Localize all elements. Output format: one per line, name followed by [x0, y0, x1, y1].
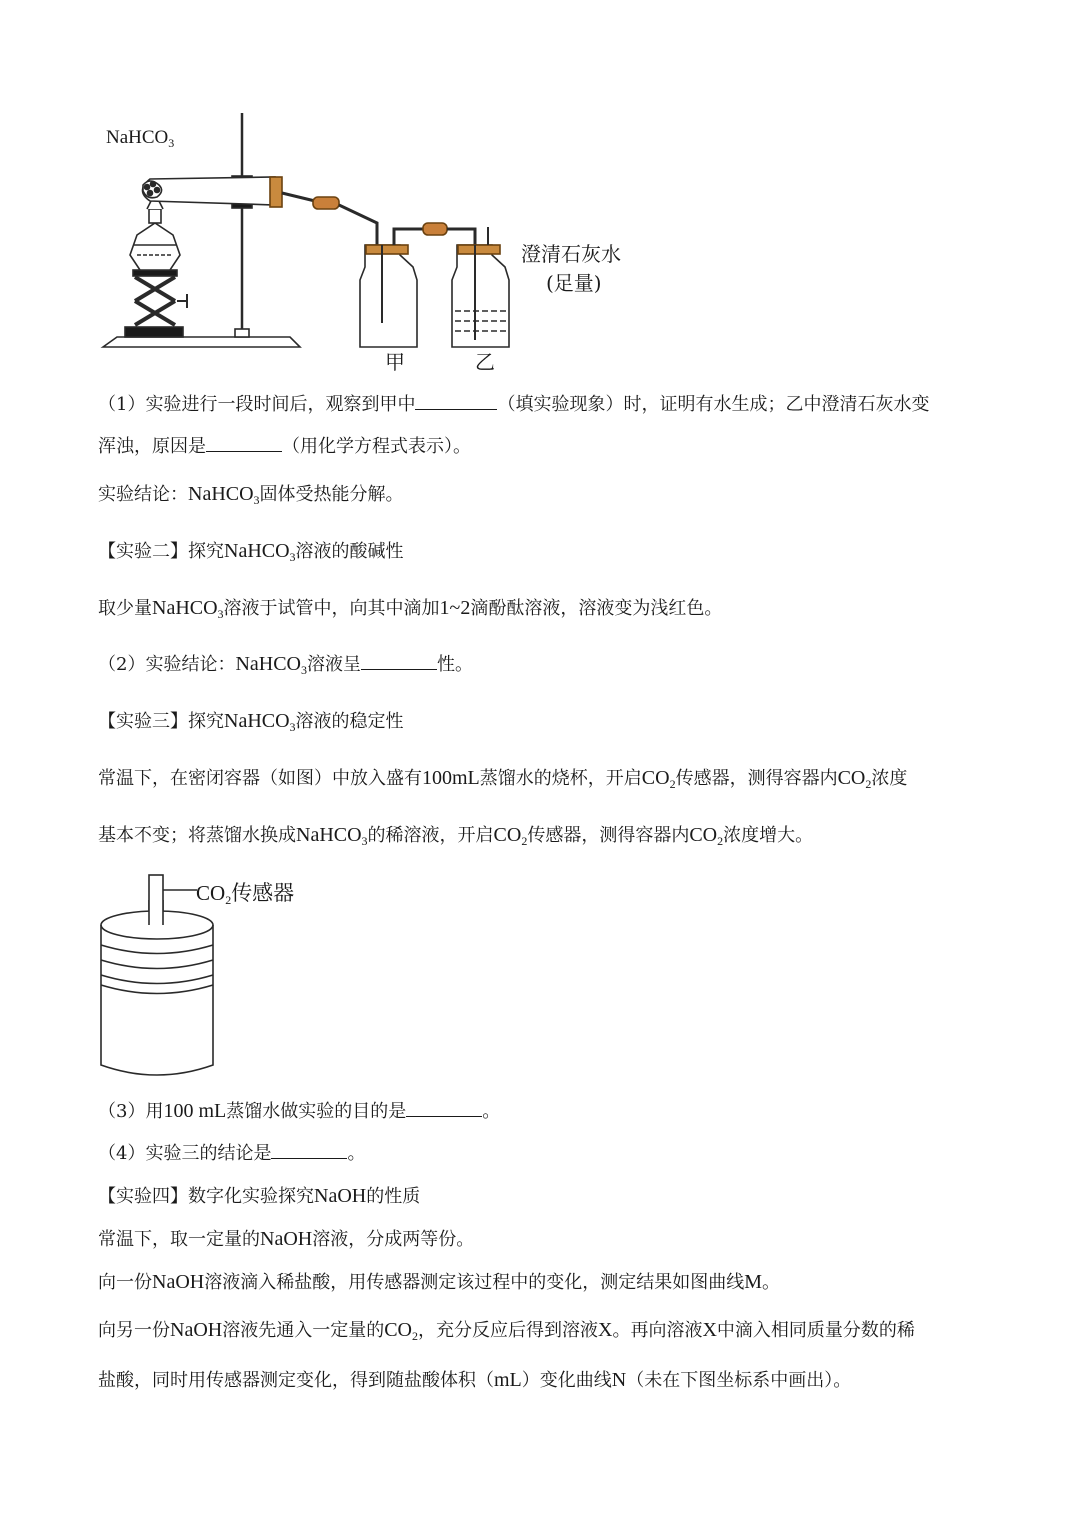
q1-line1: （1）实验进行一段时间后，观察到甲中 （填实验现象）时，证明有水生成；乙中澄清石灰水变 — [98, 394, 930, 415]
exp4-heading: 【实验四】数字化实验探究NaOH的性质 — [98, 1185, 421, 1207]
exp4-line3: 向另一份NaOH溶液先通入一定量的$CO_2$，充分反应后得到溶液X。再向溶液X中滴入相同质量分数的稀 — [98, 1319, 915, 1343]
rod-foot — [235, 329, 249, 337]
lab-jack-base — [125, 327, 183, 337]
exp3-para-line1: 常温下，在密闭容器（如图）中放入盛有100mL蒸馏水的烧杯，开启$CO_2$传感器，测得容器内$CO_2$浓度 — [98, 767, 908, 791]
answer-blank[interactable] — [271, 1144, 347, 1159]
lab-jack-top — [133, 270, 177, 276]
heating-apparatus-figure — [95, 105, 595, 355]
q2: （2）实验结论：NaHCO$_3$溶液呈 性。 — [98, 653, 473, 677]
exp2-heading: 【实验二】探究NaHCO$_3$溶液的酸碱性 — [98, 540, 404, 564]
bottle-yi-label: 乙 — [475, 350, 495, 374]
exp2-text: 取少量NaHCO$_3$溶液于试管中，向其中滴加1~2滴酚酞溶液，溶液变为浅红色。 — [98, 597, 723, 621]
exp4-line2: 向一份NaOH溶液滴入稀盐酸，用传感器测定该过程中的变化，测定结果如图曲线M。 — [98, 1271, 781, 1293]
answer-blank[interactable] — [206, 437, 282, 452]
exp4-line1: 常温下，取一定量的NaOH溶液，分成两等份。 — [98, 1228, 475, 1250]
bottle-jia — [360, 245, 417, 347]
test-tube — [143, 177, 276, 205]
limewater-label: 澄清石灰水 — [521, 242, 621, 266]
answer-blank[interactable] — [406, 1102, 482, 1117]
tube-stopper — [270, 177, 282, 207]
reagent-label: NaHCO$_3$ — [106, 127, 175, 150]
q1-line2: 浑浊，原因是 （用化学方程式表示）。 — [98, 436, 471, 457]
bottle-jia-label: 甲 — [385, 350, 405, 374]
co2-sensor-label: $CO_2$传感器 — [196, 881, 295, 907]
lab-jack-scissor — [135, 277, 175, 325]
exp3-para-line2: 基本不变；将蒸馏水换成NaHCO$_3$的稀溶液，开启$CO_2$传感器，测得容器内$CO_2$浓度增大。 — [98, 824, 814, 848]
conclusion-1: 实验结论：NaHCO$_3$固体受热能分解。 — [98, 483, 404, 507]
rubber-joint-2 — [423, 223, 447, 235]
alcohol-lamp — [130, 223, 180, 270]
q3: （3）用100 mL蒸馏水做实验的目的是 。 — [98, 1100, 501, 1122]
rubber-joint-1 — [313, 197, 339, 209]
exp4-line4: 盐酸，同时用传感器测定变化，得到随盐酸体积（mL）变化曲线N（未在下图坐标系中画出）。 — [98, 1369, 852, 1391]
limewater-note: (足量) — [546, 271, 602, 295]
q4: （4）实验三的结论是 。 — [98, 1143, 366, 1164]
stand-base — [103, 337, 300, 347]
answer-blank[interactable] — [415, 395, 497, 410]
exp3-heading: 【实验三】探究NaHCO$_3$溶液的稳定性 — [98, 710, 404, 734]
answer-blank[interactable] — [361, 655, 437, 670]
